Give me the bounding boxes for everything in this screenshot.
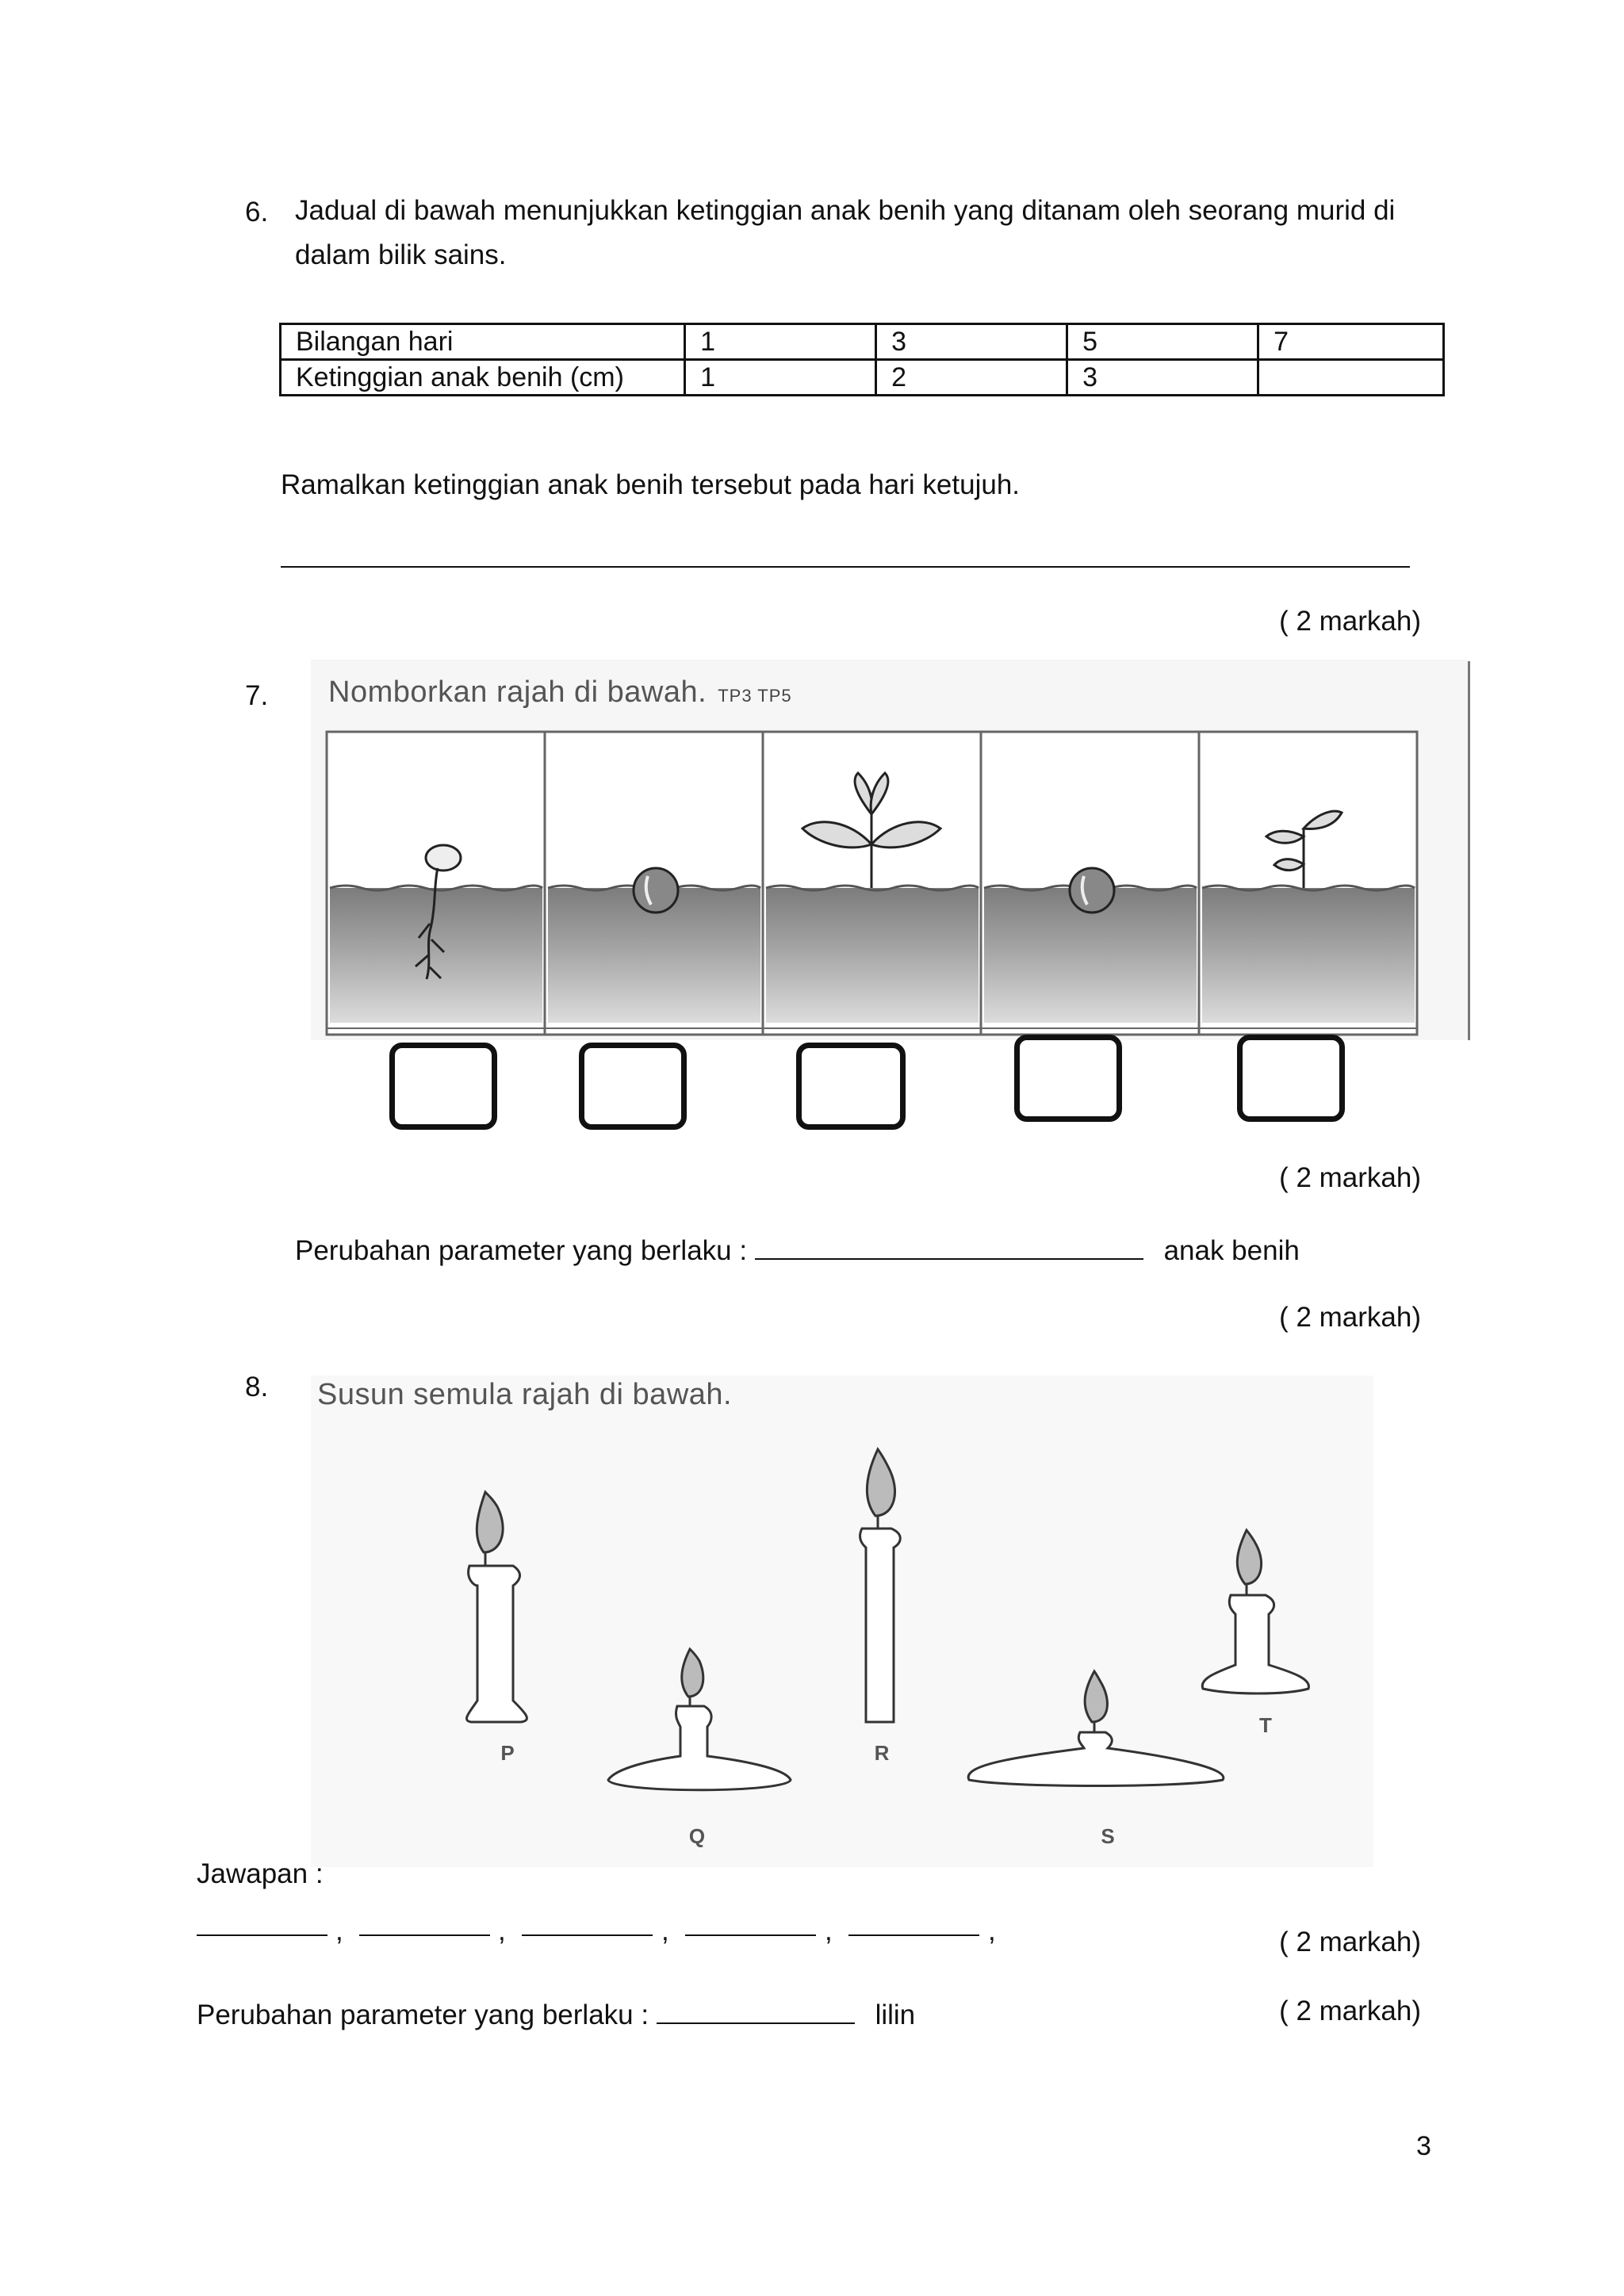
q6-marks: ( 2 markah)	[1279, 606, 1421, 637]
q7-marks-2: ( 2 markah)	[1279, 1302, 1421, 1333]
candles-svg	[311, 1427, 1373, 1855]
seedling-height-table	[279, 323, 1445, 396]
q7-figure-title	[328, 675, 792, 710]
figure-title-text: Nomborkan rajah di bawah.	[328, 675, 707, 709]
q6-text-line2: dalam bilik sains.	[295, 239, 507, 270]
number-box-2[interactable]	[579, 1043, 687, 1130]
table-cell: Ketinggian anak benih (cm)	[281, 360, 685, 396]
table-cell: 1	[685, 360, 876, 396]
candle-r-drawing	[860, 1449, 901, 1722]
q7-parameter-line	[295, 1231, 1300, 1270]
table-cell: 1	[685, 324, 876, 360]
answer-blank-2[interactable]	[359, 1934, 490, 1936]
q6-prompt: Ramalkan ketinggian anak benih tersebut pada hari ketujuh.	[281, 469, 1021, 500]
comma: ,	[661, 1915, 669, 1946]
q8-marks-2: ( 2 markah)	[1279, 1996, 1421, 2026]
q6-number: 6.	[245, 197, 269, 228]
table-row	[281, 360, 1444, 396]
candle-label-q: Q	[688, 1824, 706, 1848]
q8-param-suffix: lilin	[875, 1999, 916, 2030]
q8-parameter-line	[197, 1996, 915, 2034]
table-row	[281, 324, 1444, 360]
candle-label-r: R	[874, 1741, 890, 1765]
answer-blank-1[interactable]	[197, 1934, 327, 1936]
q7-number: 7.	[245, 680, 269, 711]
number-box-1[interactable]	[389, 1043, 497, 1130]
number-box-3[interactable]	[796, 1043, 906, 1130]
table-cell: 5	[1067, 324, 1258, 360]
candle-s-drawing	[968, 1671, 1224, 1786]
answer-blank-5[interactable]	[848, 1934, 979, 1936]
page-number: 3	[1416, 2131, 1431, 2161]
comma: ,	[825, 1915, 833, 1946]
number-box-4[interactable]	[1014, 1035, 1122, 1122]
candle-p-drawing	[467, 1492, 527, 1722]
candle-label-p: P	[500, 1741, 515, 1765]
table-cell: 3	[876, 324, 1067, 360]
candle-label-t: T	[1259, 1713, 1272, 1737]
comma: ,	[498, 1915, 506, 1946]
candle-label-s: S	[1101, 1824, 1115, 1848]
seed-drawing-1	[634, 868, 678, 913]
q8-param-label: Perubahan parameter yang berlaku :	[197, 1999, 649, 2030]
q6-text-line1: Jadual di bawah menunjukkan ketinggian anak benih yang ditanam oleh seorang murid di	[295, 195, 1396, 226]
q7-marks-1: ( 2 markah)	[1279, 1162, 1421, 1193]
q7-param-label: Perubahan parameter yang berlaku :	[295, 1235, 748, 1266]
q7-param-suffix: anak benih	[1163, 1235, 1300, 1266]
candle-q-drawing	[608, 1649, 791, 1790]
table-cell: 2	[876, 360, 1067, 396]
table-cell: 7	[1258, 324, 1444, 360]
seed-growth-stages-svg	[311, 725, 1469, 1043]
figure-tags: TP3 TP5	[718, 686, 792, 706]
q8-number: 8.	[245, 1372, 269, 1402]
q7-param-answer-line[interactable]	[755, 1231, 1143, 1260]
seed-drawing-2	[1070, 868, 1114, 913]
table-cell: 3	[1067, 360, 1258, 396]
q8-param-answer-line[interactable]	[657, 1996, 855, 2024]
table-answer-cell[interactable]	[1258, 360, 1444, 396]
comma: ,	[988, 1915, 996, 1946]
q8-figure-title: Susun semula rajah di bawah.	[317, 1378, 733, 1411]
q8-answer-label: Jawapan :	[197, 1858, 324, 1889]
q6-answer-line[interactable]	[281, 566, 1410, 568]
candle-t-drawing	[1202, 1530, 1308, 1693]
table-cell: Bilangan hari	[281, 324, 685, 360]
number-box-5[interactable]	[1237, 1035, 1345, 1122]
answer-blank-3[interactable]	[522, 1934, 653, 1936]
answer-blank-4[interactable]	[685, 1934, 816, 1936]
q8-marks-1: ( 2 markah)	[1279, 1927, 1421, 1957]
comma: ,	[335, 1915, 343, 1946]
